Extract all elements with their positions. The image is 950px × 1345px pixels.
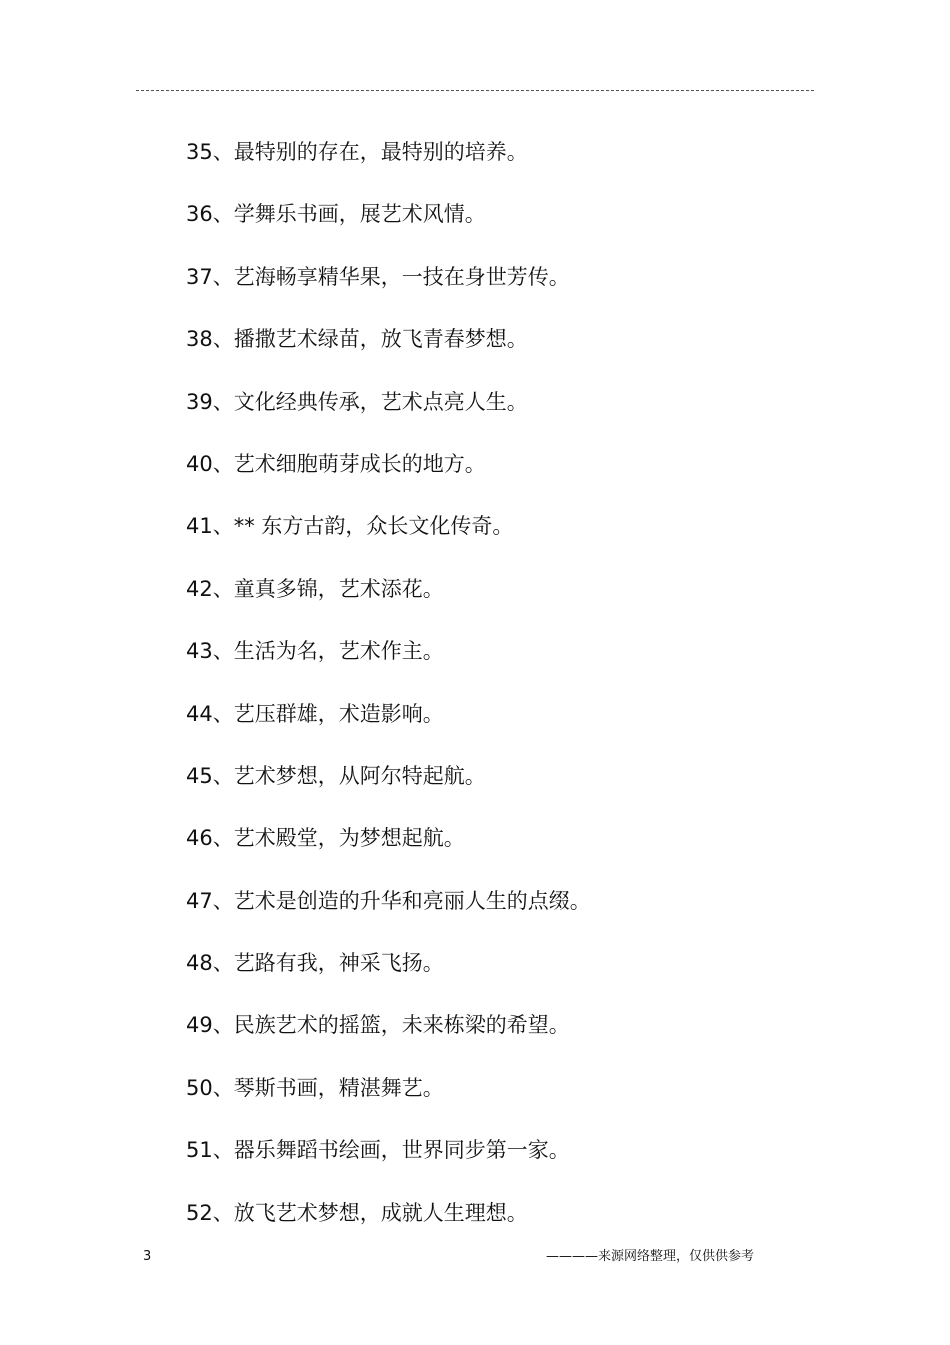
list-item: 43、生活为名，艺术作主。 bbox=[186, 639, 444, 664]
header-divider bbox=[136, 90, 814, 91]
list-item: 51、器乐舞蹈书绘画，世界同步第一家。 bbox=[186, 1138, 570, 1163]
list-item: 49、民族艺术的摇篮，未来栋梁的希望。 bbox=[186, 1013, 570, 1038]
list-item: 36、学舞乐书画，展艺术风情。 bbox=[186, 202, 486, 227]
list-item: 52、放飞艺术梦想，成就人生理想。 bbox=[186, 1200, 528, 1225]
page-number: 3 bbox=[143, 1249, 152, 1264]
list-item: 44、艺压群雄，术造影响。 bbox=[186, 701, 444, 726]
slogan-list bbox=[186, 138, 591, 1261]
list-item: 46、艺术殿堂，为梦想起航。 bbox=[186, 826, 465, 851]
list-item: 40、艺术细胞萌芽成长的地方。 bbox=[186, 451, 486, 476]
list-item: 37、艺海畅享精华果，一技在身世芳传。 bbox=[186, 264, 570, 289]
list-item: 48、艺路有我，神采飞扬。 bbox=[186, 951, 444, 976]
list-item: 35、最特别的存在，最特别的培养。 bbox=[186, 140, 528, 164]
list-item: 39、文化经典传承，艺术点亮人生。 bbox=[186, 389, 528, 414]
list-item: 42、童真多锦，艺术添花。 bbox=[186, 576, 444, 601]
list-item: 45、艺术梦想，从阿尔特起航。 bbox=[186, 763, 486, 788]
source-note: ————来源网络整理，仅供供参考 bbox=[546, 1249, 755, 1264]
list-item: 50、琴斯书画，精湛舞艺。 bbox=[186, 1075, 444, 1100]
list-item: 38、播撒艺术绿苗，放飞青春梦想。 bbox=[186, 327, 528, 352]
list-item: 47、艺术是创造的升华和亮丽人生的点缀。 bbox=[186, 888, 591, 913]
list-item: 41、** 东方古韵，众长文化传奇。 bbox=[186, 514, 514, 539]
